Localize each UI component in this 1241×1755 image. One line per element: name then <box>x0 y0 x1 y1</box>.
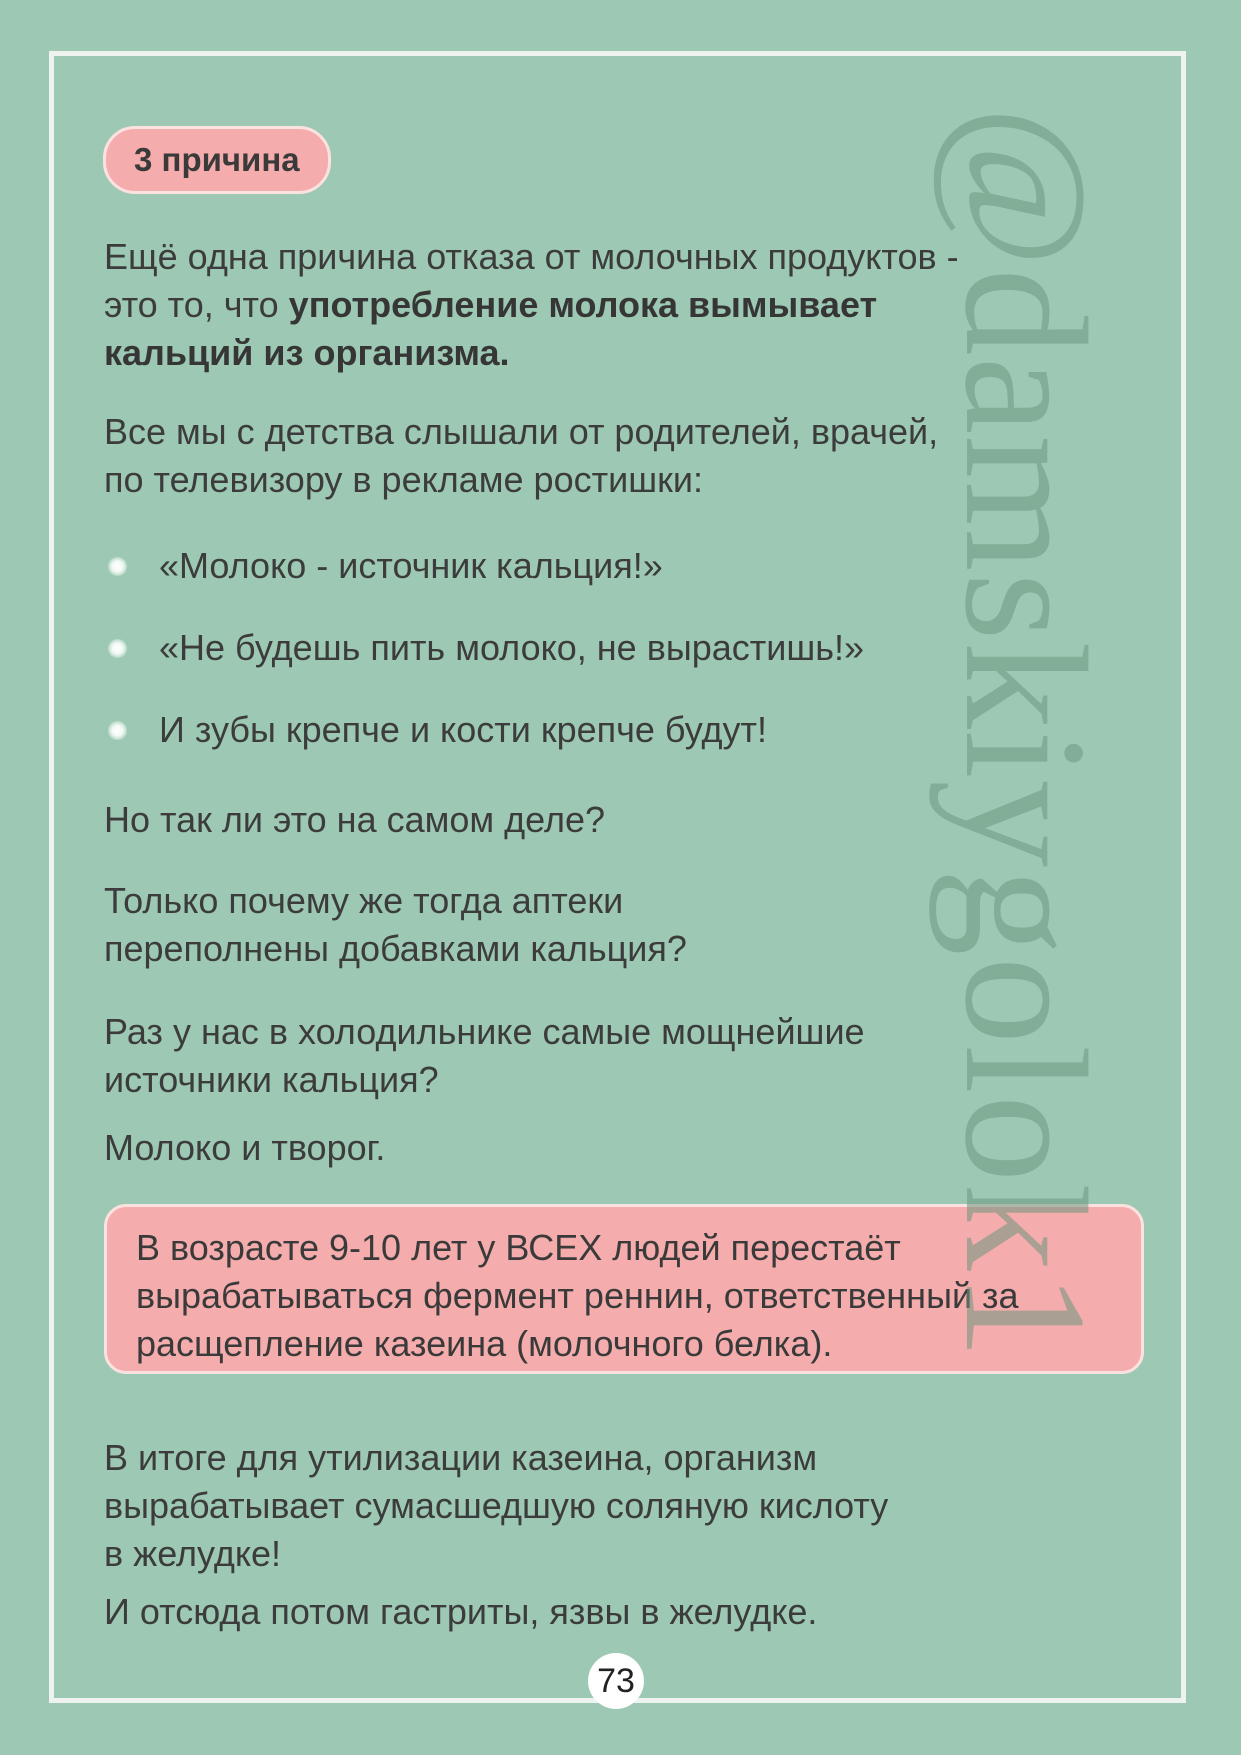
bullet-dot-icon <box>108 639 127 658</box>
bullet-text: И зубы крепче и кости крепче будут! <box>159 709 768 750</box>
bullet-item <box>104 706 767 754</box>
paragraph-7: В итоге для утилизации казеина, организм вырабатывает сумасшедшую соляную кислоту в желудке! <box>104 1437 889 1574</box>
paragraph-6: Молоко и творог. <box>104 1127 386 1168</box>
paragraph-1-emphasis: употребление молока вымывает кальций из организма. <box>104 284 878 373</box>
paragraph-1-lead: Ещё одна причина отказа от молочных продуктов - это то, что <box>104 236 959 325</box>
paragraph-3: Но так ли это на самом деле? <box>104 799 606 840</box>
bullet-text: «Не будешь пить молоко, не вырастишь!» <box>159 627 864 668</box>
bullet-dot-icon <box>108 557 127 576</box>
paragraph-5: Раз у нас в холодильнике самые мощнейшие источники кальция? <box>104 1011 865 1100</box>
bullet-item <box>104 624 864 672</box>
paragraph-8: И отсюда потом гастриты, язвы в желудке. <box>104 1591 818 1632</box>
bullet-text: «Молоко - источник кальция!» <box>159 545 663 586</box>
page-number: 73 <box>588 1653 644 1709</box>
bullet-dot-icon <box>108 721 127 740</box>
bullet-item <box>104 542 663 590</box>
paragraph-4: Только почему же тогда аптеки переполнены добавками кальция? <box>104 880 687 969</box>
paragraph-2: Все мы с детства слышали от родителей, врачей, по телевизору в рекламе ростишки: <box>104 411 939 500</box>
reason-badge: 3 причина <box>103 126 331 194</box>
callout-text: В возрасте 9-10 лет у ВСЕХ людей перестаёт вырабатываться фермент реннин, ответственный за расщепление казеина (молочного белка). <box>136 1227 1019 1364</box>
watermark-handle: @damskiygolok1 <box>929 106 1123 1361</box>
paragraph-1 <box>104 233 984 377</box>
